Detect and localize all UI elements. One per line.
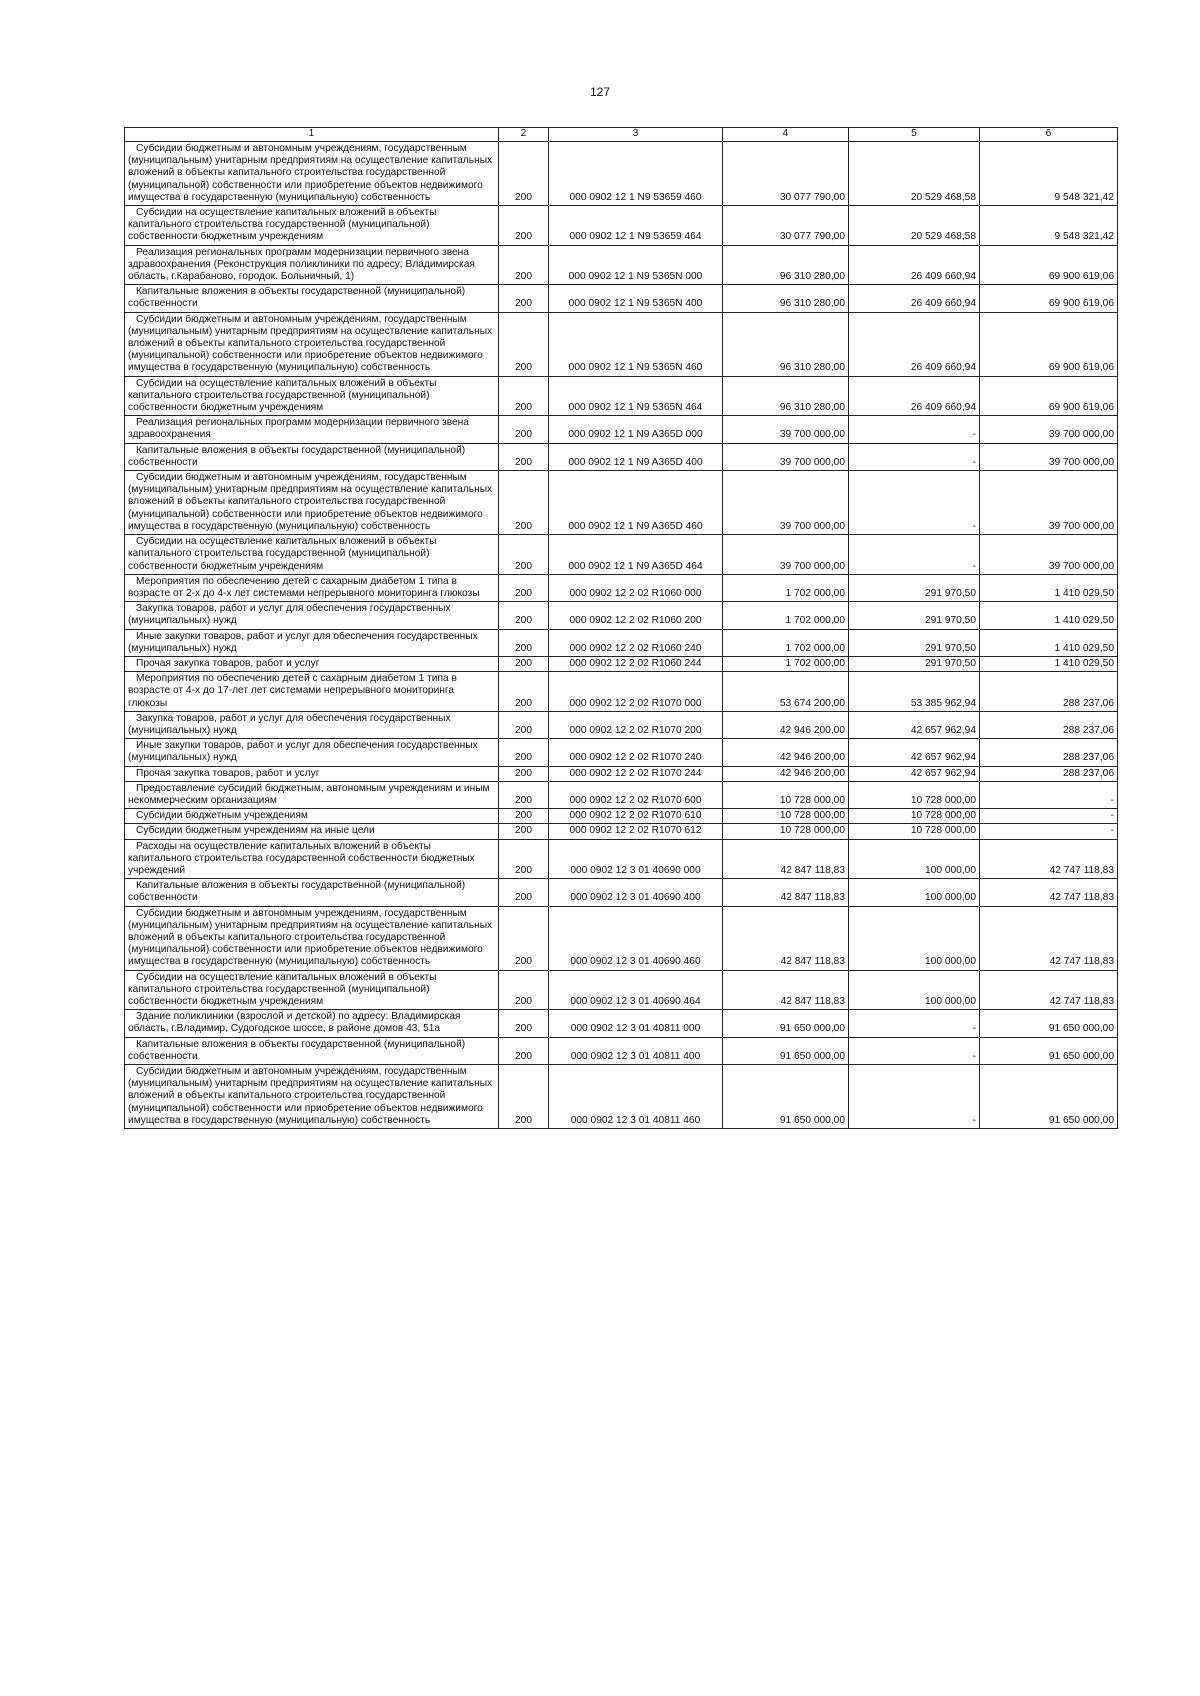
row-name-cell: [125, 739, 499, 766]
row-col5-cell: 100 000,00: [849, 839, 980, 879]
row-col5-cell: -: [849, 1065, 980, 1129]
row-name-text: Мероприятия по обеспечению детей с сахарным диабетом 1 типа в возрасте от 4-х до 17-лет лет системами непрерывного мониторинга глюкозы: [128, 673, 457, 709]
row-col6-cell: 39 700 000,00: [980, 443, 1118, 470]
row-name-cell: [125, 471, 499, 535]
table-row: [125, 1037, 1118, 1064]
row-admin-code-cell: 200: [499, 711, 549, 738]
row-col4-cell: 42 946 200,00: [723, 739, 849, 766]
row-classification-code-cell: 000 0902 12 1 N9 5365N 000: [549, 245, 723, 285]
row-col4-cell: 39 700 000,00: [723, 416, 849, 443]
row-name-text: Иные закупки товаров, работ и услуг для обеспечения государственных (муниципальных) нужд: [128, 630, 478, 654]
row-col4-cell: 96 310 280,00: [723, 312, 849, 376]
row-col4-cell: 42 847 118,83: [723, 879, 849, 906]
row-col4-cell: 42 946 200,00: [723, 711, 849, 738]
row-name-text: Субсидии бюджетным и автономным учреждениям, государственным (муниципальным) унитарным предприятиям на осуществление капитальных вложений в объекты капитального строительства государственной (муниципальной) собственности или приобретение объектов недвижимого имущества в государственную (муниципальную) собственность: [128, 1066, 493, 1126]
row-col4-cell: 1 702 000,00: [723, 629, 849, 656]
table-row: [125, 376, 1118, 416]
row-name-text: Расходы на осуществление капитальных вложений в объекты капитального строительства государственной собственности бюджетных учреждений: [128, 840, 475, 876]
row-admin-code-cell: 200: [499, 443, 549, 470]
row-name-cell: [125, 656, 499, 671]
row-admin-code-cell: 200: [499, 824, 549, 839]
header-col-2: 2: [499, 128, 549, 142]
table-row: [125, 711, 1118, 738]
row-col6-cell: 1 410 029,50: [980, 656, 1118, 671]
row-name-cell: [125, 376, 499, 416]
row-classification-code-cell: 000 0902 12 2 02 R1060 240: [549, 629, 723, 656]
table-row: [125, 443, 1118, 470]
table-header: [125, 128, 1118, 142]
row-col6-cell: 69 900 619,06: [980, 376, 1118, 416]
row-col6-cell: -: [980, 809, 1118, 824]
table-row: [125, 206, 1118, 246]
row-col6-cell: 91 650 000,00: [980, 1037, 1118, 1064]
row-admin-code-cell: 200: [499, 285, 549, 312]
row-col5-cell: 291 970,50: [849, 574, 980, 601]
row-admin-code-cell: 200: [499, 574, 549, 601]
row-col5-cell: 20 529 468,58: [849, 142, 980, 206]
row-col5-cell: 100 000,00: [849, 970, 980, 1010]
row-col6-cell: 91 650 000,00: [980, 1010, 1118, 1037]
row-col5-cell: 42 657 962,94: [849, 739, 980, 766]
row-classification-code-cell: 000 0902 12 1 N9 53659 464: [549, 206, 723, 246]
row-col4-cell: 42 847 118,83: [723, 906, 849, 970]
row-classification-code-cell: 000 0902 12 2 02 R1060 244: [549, 656, 723, 671]
row-name-text: Закупка товаров, работ и услуг для обеспечения государственных (муниципальных) нужд: [128, 603, 451, 627]
table-row: [125, 656, 1118, 671]
row-name-text: Реализация региональных программ модернизации первичного звена здравоохранения (Реконструкция поликлиники по адресу: Владимирская область, г.Карабаново, городок. Больничный, 1): [128, 246, 475, 283]
row-col6-cell: -: [980, 824, 1118, 839]
row-name-cell: [125, 766, 499, 781]
row-col6-cell: 42 747 118,83: [980, 879, 1118, 906]
row-name-text: Мероприятия по обеспечению детей с сахарным диабетом 1 типа в возрасте от 2-х до 4-х лет системами непрерывного мониторинга глюкозы: [128, 575, 480, 599]
row-classification-code-cell: 000 0902 12 1 N9 53659 460: [549, 142, 723, 206]
row-name-cell: [125, 312, 499, 376]
row-classification-code-cell: 000 0902 12 3 01 40690 460: [549, 906, 723, 970]
row-name-cell: [125, 809, 499, 824]
row-admin-code-cell: 200: [499, 656, 549, 671]
row-col6-cell: 9 548 321,42: [980, 206, 1118, 246]
row-name-text: Прочая закупка товаров, работ и услуг: [136, 657, 320, 669]
table-row: [125, 416, 1118, 443]
table-row: [125, 629, 1118, 656]
row-name-cell: [125, 574, 499, 601]
budget-table: [124, 127, 1118, 1129]
table-row: [125, 824, 1118, 839]
row-col6-cell: 42 747 118,83: [980, 906, 1118, 970]
row-col5-cell: 100 000,00: [849, 906, 980, 970]
row-col4-cell: 53 674 200,00: [723, 672, 849, 712]
row-classification-code-cell: 000 0902 12 3 01 40690 464: [549, 970, 723, 1010]
row-name-text: Субсидии на осуществление капитальных вложений в объекты капитального строительства государственной (муниципальной) собственности бюджетным учреждениям: [128, 377, 437, 414]
row-col5-cell: 291 970,50: [849, 602, 980, 629]
row-col4-cell: 39 700 000,00: [723, 535, 849, 575]
row-admin-code-cell: 200: [499, 1037, 549, 1064]
header-col-5: 5: [849, 128, 980, 142]
row-name-cell: [125, 245, 499, 285]
row-col4-cell: 30 077 790,00: [723, 206, 849, 246]
row-col4-cell: 1 702 000,00: [723, 602, 849, 629]
row-name-cell: [125, 781, 499, 808]
table-row: [125, 839, 1118, 879]
row-col4-cell: 96 310 280,00: [723, 285, 849, 312]
table-row: [125, 766, 1118, 781]
row-col4-cell: 96 310 280,00: [723, 245, 849, 285]
row-classification-code-cell: 000 0902 12 1 N9 5365N 460: [549, 312, 723, 376]
row-col5-cell: 10 728 000,00: [849, 781, 980, 808]
row-admin-code-cell: 200: [499, 766, 549, 781]
row-col5-cell: -: [849, 443, 980, 470]
row-col4-cell: 1 702 000,00: [723, 656, 849, 671]
row-name-cell: [125, 1065, 499, 1129]
row-classification-code-cell: 000 0902 12 3 01 40811 000: [549, 1010, 723, 1037]
row-col4-cell: 10 728 000,00: [723, 781, 849, 808]
row-classification-code-cell: 000 0902 12 2 02 R1070 612: [549, 824, 723, 839]
row-name-text: Капитальные вложения в объекты государственной (муниципальной) собственности: [128, 1038, 466, 1062]
row-admin-code-cell: 200: [499, 839, 549, 879]
row-name-text: Предоставление субсидий бюджетным, автономным учреждениям и иным некоммерческим организациям: [128, 782, 490, 806]
row-name-cell: [125, 879, 499, 906]
row-name-cell: [125, 443, 499, 470]
row-name-text: Капитальные вложения в объекты государственной (муниципальной) собственности: [128, 880, 466, 904]
row-classification-code-cell: 000 0902 12 3 01 40690 000: [549, 839, 723, 879]
table-row: [125, 535, 1118, 575]
row-classification-code-cell: 000 0902 12 3 01 40690 400: [549, 879, 723, 906]
row-name-cell: [125, 711, 499, 738]
row-col6-cell: 1 410 029,50: [980, 629, 1118, 656]
row-classification-code-cell: 000 0902 12 2 02 R1060 200: [549, 602, 723, 629]
row-col6-cell: 69 900 619,06: [980, 312, 1118, 376]
table-row: [125, 1065, 1118, 1129]
row-classification-code-cell: 000 0902 12 1 N9 A365D 400: [549, 443, 723, 470]
row-classification-code-cell: 000 0902 12 1 N9 5365N 400: [549, 285, 723, 312]
row-col6-cell: 39 700 000,00: [980, 535, 1118, 575]
row-col4-cell: 96 310 280,00: [723, 376, 849, 416]
row-admin-code-cell: 200: [499, 376, 549, 416]
row-col6-cell: 42 747 118,83: [980, 839, 1118, 879]
table-row: [125, 879, 1118, 906]
row-col5-cell: -: [849, 416, 980, 443]
row-col6-cell: 288 237,06: [980, 711, 1118, 738]
table-row: [125, 739, 1118, 766]
row-col5-cell: 100 000,00: [849, 879, 980, 906]
table-row: [125, 1010, 1118, 1037]
row-admin-code-cell: 200: [499, 1065, 549, 1129]
row-col4-cell: 39 700 000,00: [723, 471, 849, 535]
row-col4-cell: 10 728 000,00: [723, 824, 849, 839]
row-col5-cell: 10 728 000,00: [849, 824, 980, 839]
row-name-cell: [125, 839, 499, 879]
row-col6-cell: 39 700 000,00: [980, 471, 1118, 535]
row-classification-code-cell: 000 0902 12 2 02 R1060 000: [549, 574, 723, 601]
row-name-text: Субсидии бюджетным и автономным учреждениям, государственным (муниципальным) унитарным предприятиям на осуществление капитальных вложений в объекты капитального строительства государственной (муниципальной) собственности или приобретение объектов недвижимого имущества в государственную (муниципальную) собственность: [128, 313, 493, 374]
table-row: [125, 312, 1118, 376]
table-row: [125, 970, 1118, 1010]
row-col4-cell: 91 650 000,00: [723, 1037, 849, 1064]
row-admin-code-cell: 200: [499, 1010, 549, 1037]
row-col4-cell: 42 946 200,00: [723, 766, 849, 781]
row-name-cell: [125, 285, 499, 312]
row-col4-cell: 91 650 000,00: [723, 1010, 849, 1037]
row-admin-code-cell: 200: [499, 535, 549, 575]
table-row: [125, 809, 1118, 824]
row-admin-code-cell: 200: [499, 809, 549, 824]
row-classification-code-cell: 000 0902 12 2 02 R1070 200: [549, 711, 723, 738]
row-name-text: Субсидии бюджетным учреждениям на иные цели: [136, 825, 375, 837]
row-col4-cell: 30 077 790,00: [723, 142, 849, 206]
row-col6-cell: 39 700 000,00: [980, 416, 1118, 443]
row-classification-code-cell: 000 0902 12 1 N9 A365D 464: [549, 535, 723, 575]
header-col-6: 6: [980, 128, 1118, 142]
row-col4-cell: 1 702 000,00: [723, 574, 849, 601]
row-admin-code-cell: 200: [499, 629, 549, 656]
header-col-3: 3: [549, 128, 723, 142]
row-col6-cell: 288 237,06: [980, 672, 1118, 712]
row-col4-cell: 42 847 118,83: [723, 970, 849, 1010]
row-classification-code-cell: 000 0902 12 2 02 R1070 240: [549, 739, 723, 766]
row-col5-cell: 26 409 660,94: [849, 312, 980, 376]
table-row: [125, 245, 1118, 285]
header-row: [125, 128, 1118, 142]
row-classification-code-cell: 000 0902 12 2 02 R1070 610: [549, 809, 723, 824]
row-admin-code-cell: 200: [499, 879, 549, 906]
row-name-cell: [125, 824, 499, 839]
row-classification-code-cell: 000 0902 12 2 02 R1070 000: [549, 672, 723, 712]
table-row: [125, 906, 1118, 970]
row-col6-cell: 69 900 619,06: [980, 245, 1118, 285]
row-col6-cell: 1 410 029,50: [980, 602, 1118, 629]
row-name-cell: [125, 629, 499, 656]
row-col6-cell: -: [980, 781, 1118, 808]
row-name-cell: [125, 602, 499, 629]
row-admin-code-cell: 200: [499, 781, 549, 808]
table-row: [125, 602, 1118, 629]
row-classification-code-cell: 000 0902 12 1 N9 5365N 464: [549, 376, 723, 416]
row-name-cell: [125, 416, 499, 443]
row-admin-code-cell: 200: [499, 206, 549, 246]
table-body: [125, 142, 1118, 1129]
row-col6-cell: 288 237,06: [980, 739, 1118, 766]
table-row: [125, 672, 1118, 712]
row-col5-cell: 53 385 962,94: [849, 672, 980, 712]
row-col5-cell: 26 409 660,94: [849, 376, 980, 416]
row-name-cell: [125, 1037, 499, 1064]
row-col5-cell: -: [849, 1010, 980, 1037]
row-name-text: Субсидии бюджетным и автономным учреждениям, государственным (муниципальным) унитарным предприятиям на осуществление капитальных вложений в объекты капитального строительства государственной (муниципальной) собственности или приобретение объектов недвижимого имущества в государственную (муниципальную) собственность: [128, 143, 493, 203]
row-name-text: Прочая закупка товаров, работ и услуг: [136, 767, 320, 779]
row-classification-code-cell: 000 0902 12 3 01 40811 400: [549, 1037, 723, 1064]
row-name-text: Капитальные вложения в объекты государственной (муниципальной) собственности: [128, 286, 466, 310]
row-col6-cell: 91 650 000,00: [980, 1065, 1118, 1129]
row-name-cell: [125, 142, 499, 206]
row-col5-cell: 26 409 660,94: [849, 245, 980, 285]
table-row: [125, 142, 1118, 206]
row-name-cell: [125, 672, 499, 712]
row-admin-code-cell: 200: [499, 602, 549, 629]
row-col5-cell: 10 728 000,00: [849, 809, 980, 824]
row-classification-code-cell: 000 0902 12 3 01 40811 460: [549, 1065, 723, 1129]
row-col6-cell: 42 747 118,83: [980, 970, 1118, 1010]
row-col5-cell: -: [849, 1037, 980, 1064]
row-col5-cell: 20 529 468,58: [849, 206, 980, 246]
row-col6-cell: 1 410 029,50: [980, 574, 1118, 601]
row-name-text: Здание поликлиники (взрослой и детской) по адресу: Владимирская область, г.Владимир, Судогодское шоссе, в районе домов 43, 51а: [128, 1011, 461, 1035]
row-admin-code-cell: 200: [499, 739, 549, 766]
row-col4-cell: 39 700 000,00: [723, 443, 849, 470]
row-col4-cell: 91 650 000,00: [723, 1065, 849, 1129]
row-col5-cell: 291 970,50: [849, 629, 980, 656]
table-row: [125, 471, 1118, 535]
row-admin-code-cell: 200: [499, 471, 549, 535]
table-row: [125, 285, 1118, 312]
row-name-cell: [125, 906, 499, 970]
row-name-cell: [125, 535, 499, 575]
row-col6-cell: 69 900 619,06: [980, 285, 1118, 312]
row-name-cell: [125, 970, 499, 1010]
row-admin-code-cell: 200: [499, 906, 549, 970]
row-col5-cell: 42 657 962,94: [849, 711, 980, 738]
row-col5-cell: -: [849, 471, 980, 535]
row-name-text: Субсидии бюджетным и автономным учреждениям, государственным (муниципальным) унитарным предприятиям на осуществление капитальных вложений в объекты капитального строительства государственной (муниципальной) собственности или приобретение объектов недвижимого имущества в государственную (муниципальную) собственность: [128, 907, 493, 968]
row-classification-code-cell: 000 0902 12 2 02 R1070 244: [549, 766, 723, 781]
row-name-text: Субсидии на осуществление капитальных вложений в объекты капитального строительства государственной (муниципальной) собственности бюджетным учреждениям: [128, 971, 437, 1007]
row-classification-code-cell: 000 0902 12 2 02 R1070 600: [549, 781, 723, 808]
row-name-text: Реализация региональных программ модернизации первичного звена здравоохранения: [128, 417, 469, 441]
row-name-text: Закупка товаров, работ и услуг для обеспечения государственных (муниципальных) нужд: [128, 712, 451, 736]
row-col6-cell: 9 548 321,42: [980, 142, 1118, 206]
table-row: [125, 574, 1118, 601]
page-number: 127: [589, 85, 611, 99]
row-name-text: Субсидии бюджетным учреждениям: [136, 810, 308, 822]
row-col6-cell: 288 237,06: [980, 766, 1118, 781]
row-name-cell: [125, 206, 499, 246]
row-name-text: Субсидии бюджетным и автономным учреждениям, государственным (муниципальным) унитарным предприятиям на осуществление капитальных вложений в объекты капитального строительства государственной (муниципальной) собственности или приобретение объектов недвижимого имущества в государственную (муниципальную) собственность: [128, 472, 493, 532]
row-name-text: Субсидии на осуществление капитальных вложений в объекты капитального строительства государственной (муниципальной) собственности бюджетным учреждениям: [128, 207, 437, 243]
row-admin-code-cell: 200: [499, 142, 549, 206]
row-col5-cell: 26 409 660,94: [849, 285, 980, 312]
row-col5-cell: 291 970,50: [849, 656, 980, 671]
row-name-text: Иные закупки товаров, работ и услуг для обеспечения государственных (муниципальных) нужд: [128, 740, 478, 764]
row-name-cell: [125, 1010, 499, 1037]
table-row: [125, 781, 1118, 808]
row-admin-code-cell: 200: [499, 970, 549, 1010]
row-col5-cell: -: [849, 535, 980, 575]
row-col4-cell: 10 728 000,00: [723, 809, 849, 824]
row-name-text: Субсидии на осуществление капитальных вложений в объекты капитального строительства государственной (муниципальной) собственности бюджетным учреждениям: [128, 536, 437, 572]
row-classification-code-cell: 000 0902 12 1 N9 A365D 000: [549, 416, 723, 443]
header-col-4: 4: [723, 128, 849, 142]
row-col4-cell: 42 847 118,83: [723, 839, 849, 879]
row-admin-code-cell: 200: [499, 245, 549, 285]
row-admin-code-cell: 200: [499, 312, 549, 376]
row-name-text: Капитальные вложения в объекты государственной (муниципальной) собственности: [128, 444, 466, 468]
row-admin-code-cell: 200: [499, 416, 549, 443]
row-classification-code-cell: 000 0902 12 1 N9 A365D 460: [549, 471, 723, 535]
header-col-1: 1: [125, 128, 499, 142]
row-admin-code-cell: 200: [499, 672, 549, 712]
row-col5-cell: 42 657 962,94: [849, 766, 980, 781]
